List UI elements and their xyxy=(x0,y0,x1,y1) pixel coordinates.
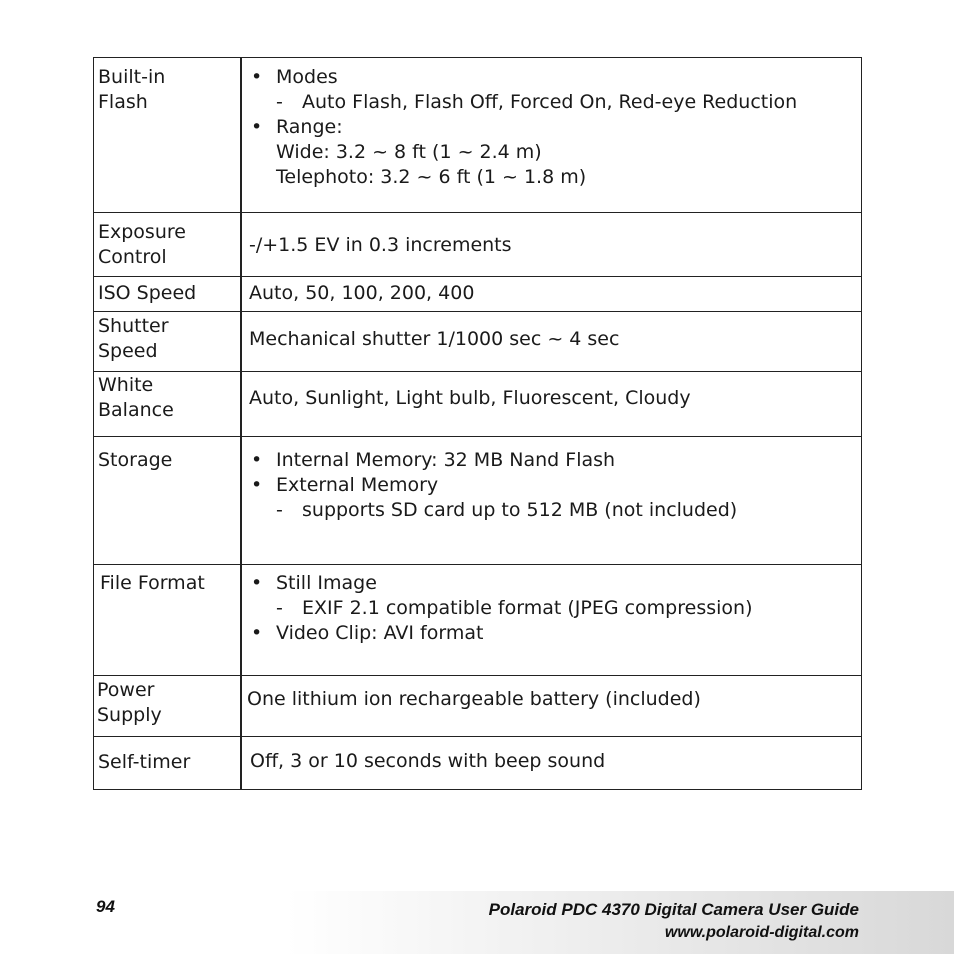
spec-table xyxy=(93,57,862,790)
column-divider xyxy=(240,277,242,312)
label-file-format: File Format xyxy=(100,572,205,594)
storage-external-sd: - supports SD card up to 512 MB (not included) xyxy=(276,498,853,523)
storage-internal: • Internal Memory: 32 MB Nand Flash xyxy=(249,448,853,473)
row-flash xyxy=(94,58,861,213)
label-exposure: Exposure Control xyxy=(98,221,186,268)
label-storage: Storage xyxy=(98,449,173,471)
column-divider xyxy=(240,372,242,437)
guide-url: www.polaroid-digital.com xyxy=(664,924,859,941)
row-exposure xyxy=(94,213,861,277)
flash-range-wide: Wide: 3.2 ~ 8 ft (1 ~ 2.4 m) xyxy=(276,141,542,163)
flash-modes-list: - Auto Flash, Flash Off, Forced On, Red-eye Reduction xyxy=(276,90,853,115)
page-number: 94 xyxy=(96,897,115,916)
row-power-supply xyxy=(94,676,861,737)
value-flash xyxy=(249,65,853,190)
column-divider xyxy=(240,676,242,737)
flash-range: • Range: xyxy=(249,115,853,140)
column-divider xyxy=(240,312,242,372)
value-storage xyxy=(249,448,853,523)
value-exposure: -/+1.5 EV in 0.3 increments xyxy=(249,234,512,256)
value-power-supply: One lithium ion rechargeable battery (included) xyxy=(247,688,701,710)
row-file-format xyxy=(94,565,861,676)
label-iso: ISO Speed xyxy=(98,282,197,304)
format-still: • Still Image xyxy=(249,571,853,596)
label-self-timer: Self-timer xyxy=(98,751,191,773)
label-power-supply: Power Supply xyxy=(97,679,162,726)
row-shutter xyxy=(94,312,861,372)
value-shutter: Mechanical shutter 1/1000 sec ~ 4 sec xyxy=(249,328,620,350)
row-iso xyxy=(94,277,861,312)
column-divider xyxy=(240,213,242,277)
row-white-balance xyxy=(94,372,861,437)
flash-range-tele: Telephoto: 3.2 ~ 6 ft (1 ~ 1.8 m) xyxy=(276,166,587,188)
value-iso: Auto, 50, 100, 200, 400 xyxy=(249,282,475,304)
column-divider xyxy=(240,737,242,789)
row-self-timer xyxy=(94,737,861,789)
label-white-balance: White Balance xyxy=(98,374,174,421)
row-storage xyxy=(94,437,861,565)
value-white-balance: Auto, Sunlight, Light bulb, Fluorescent, Cloudy xyxy=(249,387,691,409)
value-file-format xyxy=(249,571,853,646)
label-flash: Built-in Flash xyxy=(98,66,166,113)
flash-modes: • Modes xyxy=(249,65,853,90)
storage-external: • External Memory xyxy=(249,473,853,498)
format-video: • Video Clip: AVI format xyxy=(249,621,853,646)
value-self-timer: Off, 3 or 10 seconds with beep sound xyxy=(250,750,606,772)
column-divider xyxy=(240,437,242,565)
column-divider xyxy=(240,565,242,676)
column-divider xyxy=(240,58,242,213)
format-still-exif: - EXIF 2.1 compatible format (JPEG compression) xyxy=(276,596,853,621)
label-shutter: Shutter Speed xyxy=(98,315,169,362)
guide-title: Polaroid PDC 4370 Digital Camera User Guide xyxy=(488,900,859,919)
